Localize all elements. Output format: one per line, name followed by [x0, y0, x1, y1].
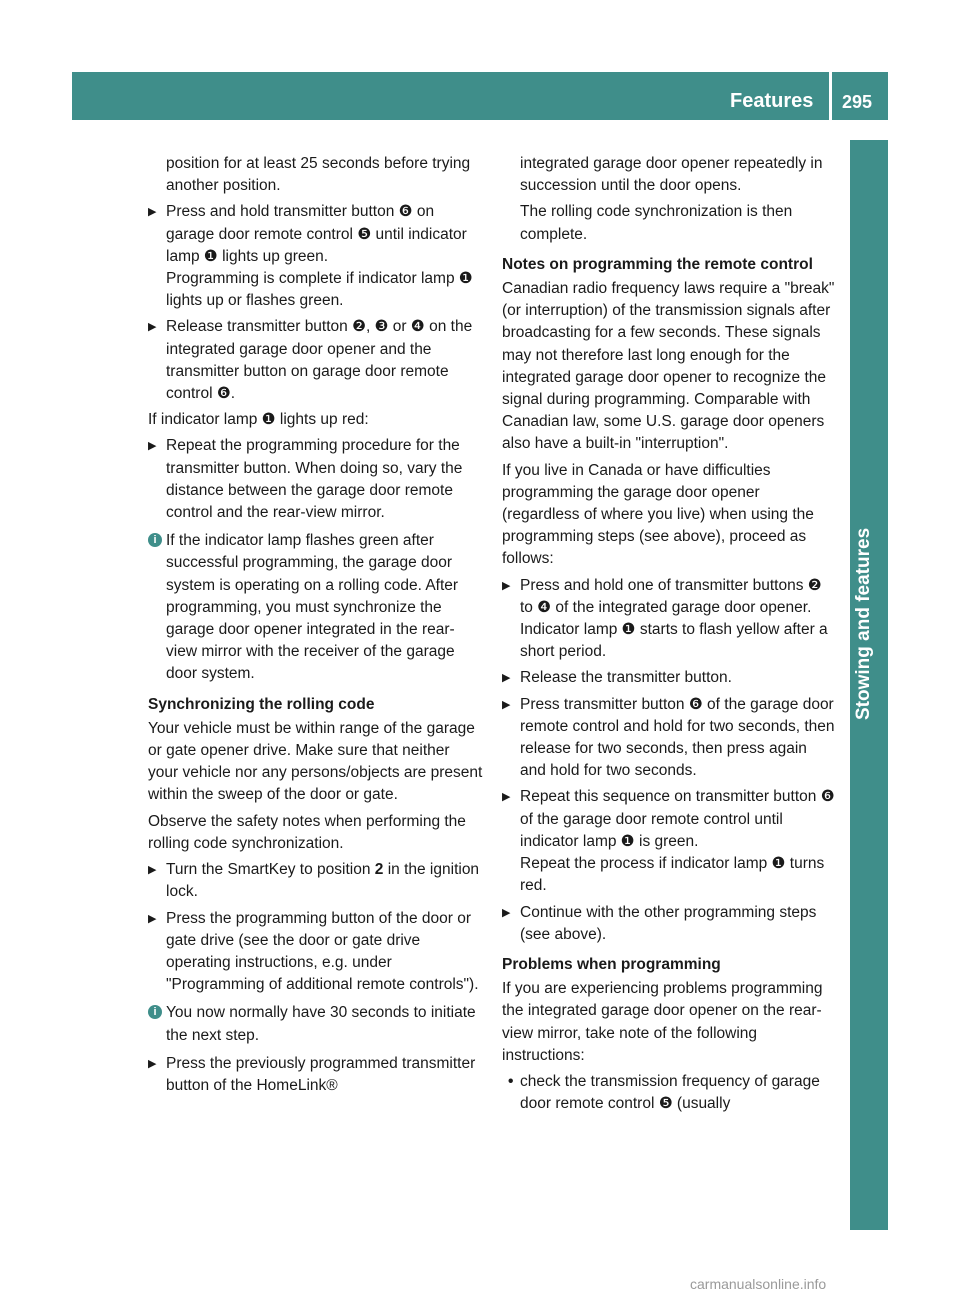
step-text: Repeat this sequence on transmitter button ❻ of the garage door remote control until indicator lamp ❶ is green.: [520, 788, 835, 850]
step-item: [502, 786, 836, 897]
paragraph: position for at least 25 seconds before trying another position.: [166, 155, 471, 195]
step-item: [502, 902, 836, 946]
arrow-right-icon: ▶: [148, 440, 157, 453]
position-number: 2: [374, 861, 384, 879]
step-text: Release transmitter button ❷, ❸ or ❹ on the integrated garage door opener and the transmitter button on garage door remote control ❻.: [166, 318, 473, 403]
paragraph: If you are experiencing problems programming the integrated garage door opener on the rear-view mirror, take note of the following instructions:: [502, 980, 823, 1064]
paragraph: Canadian radio frequency laws require a "break" (or interruption) of the transmission signals after broadcasting for a few seconds. These signals may not therefore last long enough for the integrated garage door opener to recognize the signal during programming. Comparable with Canadian law, some U.S. garage door openers also have a built-in "interruption".: [502, 280, 835, 453]
arrow-right-icon: ▶: [148, 912, 157, 925]
arrow-right-icon: ▶: [502, 791, 511, 804]
watermark: carmanualsonline.info: [690, 1276, 827, 1292]
step-item: [148, 1053, 483, 1097]
step-text: [166, 859, 483, 903]
info-icon: i: [148, 533, 162, 547]
step-item: [148, 435, 483, 524]
page-number: 295: [842, 92, 873, 112]
step-text: Press transmitter button ❻ of the garage door remote control and hold for two seconds, then release for two seconds, then press again and hold for two seconds.: [520, 695, 835, 780]
paragraph: Your vehicle must be within range of the garage or gate opener drive. Make sure that neither your vehicle nor any persons/objects are present within the sweep of the door or gate.: [148, 719, 483, 804]
arrow-right-icon: ▶: [502, 906, 511, 919]
step-text: Press and hold transmitter button ❻ on garage door remote control ❺ until indicator lamp ❶ lights up green.: [166, 203, 467, 265]
section-heading: Notes on programming the remote control: [502, 255, 813, 273]
paragraph: The rolling code synchronization is then complete.: [520, 203, 793, 243]
step-text: Press the programming button of the door or gate drive (see the door or gate drive operating instructions, e.g. under "Programming of additional remote controls").: [166, 909, 479, 994]
step-text: Indicator lamp ❶ starts to flash yellow after a short period.: [520, 621, 828, 661]
step-text: Programming is complete if indicator lamp ❶ lights up or flashes green.: [166, 270, 473, 310]
step-text: Repeat the programming procedure for the transmitter button. When doing so, vary the distance between the garage door remote control and the rear-view mirror.: [166, 437, 463, 522]
paragraph: integrated garage door opener repeatedly in succession until the door opens.: [520, 155, 823, 195]
note-text: If the indicator lamp flashes green after successful programming, the garage door system is operating on a rolling code. After programming, you must synchronize the garage door opener integrated in the rear-view mirror with the receiver of the garage door system.: [166, 532, 459, 683]
step-text-part: Turn the SmartKey to position: [166, 861, 375, 879]
arrow-right-icon: ▶: [148, 321, 157, 334]
arrow-right-icon: ▶: [502, 672, 511, 685]
arrow-right-icon: ▶: [148, 1057, 157, 1070]
step-text: Press and hold one of transmitter buttons ❷ to ❹ of the integrated garage door opener.: [520, 576, 822, 616]
paragraph: If indicator lamp ❶ lights up red:: [148, 411, 369, 429]
section-heading: Problems when programming: [502, 955, 721, 973]
step-item: [148, 201, 483, 312]
info-note: [148, 530, 483, 685]
step-text-part: in the ignition lock.: [166, 861, 480, 901]
paragraph: If you live in Canada or have difficulties programming the garage door opener (regardless of where you live) when using the programming steps (see above), proceed as follows:: [502, 461, 814, 568]
header-divider: [829, 72, 832, 120]
chapter-tab-label: Stowing and features: [853, 527, 874, 720]
right-column: [502, 153, 836, 1115]
paragraph: Observe the safety notes when performing the rolling code synchronization.: [148, 812, 466, 852]
arrow-right-icon: ▶: [502, 698, 511, 711]
info-note: [148, 1002, 483, 1046]
step-text: Repeat the process if indicator lamp ❶ turns red.: [520, 855, 825, 895]
info-icon: i: [148, 1005, 162, 1019]
step-item: [502, 667, 836, 689]
bullet-icon: •: [508, 1072, 514, 1090]
step-text: Release the transmitter button.: [520, 669, 732, 687]
step-item: [148, 859, 483, 903]
step-item: [502, 575, 836, 664]
bullet-item: [502, 1071, 836, 1115]
bullet-text: check the transmission frequency of garage door remote control ❺ (usually: [520, 1072, 820, 1113]
step-text: Continue with the other programming steps (see above).: [520, 903, 817, 943]
step-item: [148, 908, 483, 997]
note-text: You now normally have 30 seconds to initiate the next step.: [166, 1004, 476, 1044]
step-item: [148, 316, 483, 405]
arrow-right-icon: ▶: [148, 206, 157, 219]
left-column: [148, 153, 483, 1101]
arrow-right-icon: ▶: [502, 579, 511, 592]
arrow-right-icon: ▶: [148, 864, 157, 877]
section-title: Features: [730, 90, 814, 112]
section-heading: Synchronizing the rolling code: [148, 695, 375, 713]
step-item: [502, 694, 836, 783]
step-text: Press the previously programmed transmitter button of the HomeLink®: [166, 1054, 476, 1094]
